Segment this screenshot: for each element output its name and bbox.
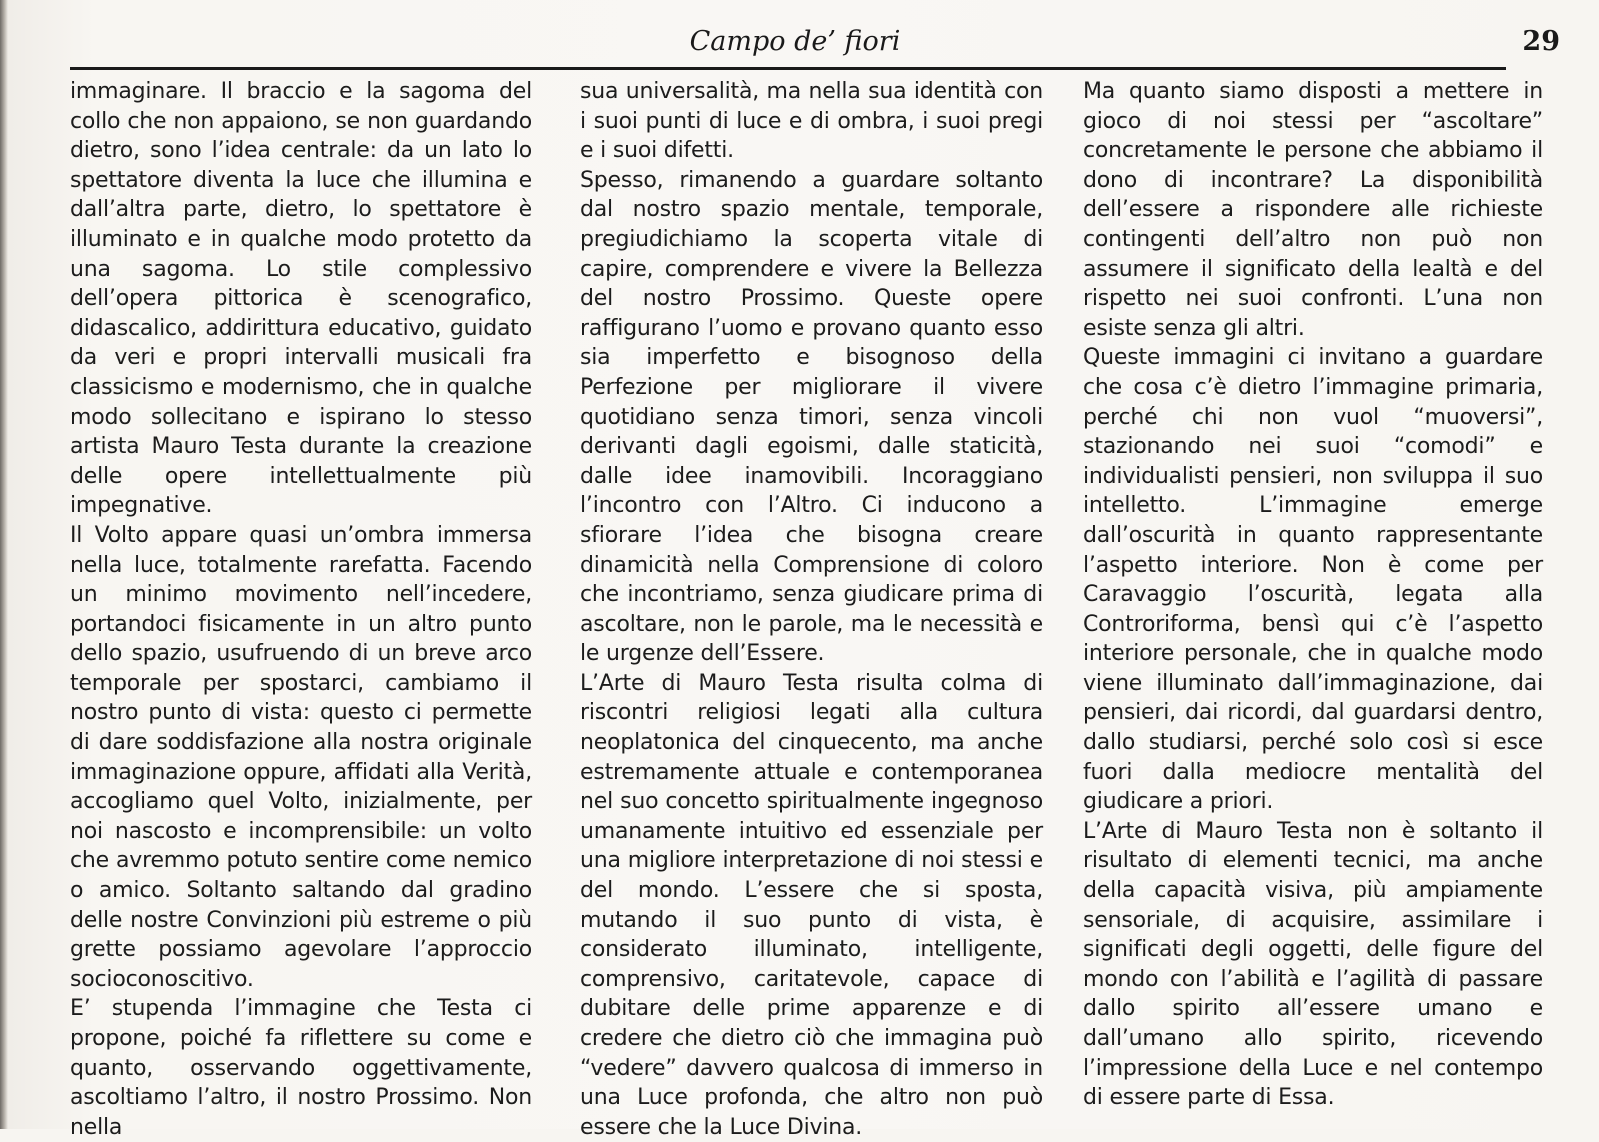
- page-number: 29: [1522, 26, 1560, 57]
- paragraph: Il Volto appare quasi un’ombra immersa nella luce, totalmente rarefatta. Facendo un minimo movimento nell’incedere, portandoci fisicamente in un altro punto dello spazio, usufruendo di un breve arco temporale per spostarci, cambiamo il nostro punto di vista: questo ci permette di dare soddisfazione alla nostra originale immaginazione oppure, affidati alla Verità, accogliamo quel Volto, inizialmente, per noi nascosto e incomprensibile: un volto che avremmo potuto sentire come nemico o amico. Soltanto saltando dal gradino delle nostre Convinzioni più estreme o più grette possiamo agevolare l’approccio socioconoscitivo.: [70, 522, 532, 992]
- text-column-2: [580, 77, 1043, 1142]
- text-column-3: [1083, 77, 1543, 1113]
- paragraph: sua universalità, ma nella sua identità con i suoi punti di luce e di ombra, i suoi pregi e i suoi difetti.: [580, 79, 1043, 164]
- paragraph: Ma quanto siamo disposti a mettere in gioco di noi stessi per “ascoltare” concretamente le persone che abbiamo il dono di incontrare? La disponibilità dell’essere a rispondere alle richieste contingenti dell’altro non può non assumere il significato della lealtà e del rispetto nei suoi confronti. L’una non esiste senza gli altri.: [1083, 79, 1543, 341]
- paragraph: L’Arte di Mauro Testa risulta colma di riscontri religiosi legati alla cultura neoplatonica del cinquecento, ma anche estremamente attuale e contemporanea nel suo concetto spiritualmente ingegnoso umanamente intuitivo ed essenziale per una migliore interpretazione di noi stessi e del mondo. L’essere che si sposta, mutando il suo punto di vista, è considerato illuminato, intelligente, comprensivo, caritatevole, capace di dubitare delle prime apparenze e di credere che dietro ciò che immagina può “vedere” davvero qualcosa di immerso in una Luce profonda, che altro non può essere che la Luce Divina.: [580, 670, 1043, 1140]
- page-header: [70, 24, 1560, 68]
- paragraph: E’ stupenda l’immagine che Testa ci propone, poiché fa riflettere su come e quanto, osservando oggettivamente, ascoltiamo l’altro, il nostro Prossimo. Non nella: [70, 996, 532, 1140]
- page-binding-shadow: [0, 0, 8, 1129]
- paragraph: Spesso, rimanendo a guardare soltanto dal nostro spazio mentale, temporale, pregiudichiamo la scoperta vitale di capire, comprendere e vivere la Bellezza del nostro Prossimo. Queste opere raffigurano l’uomo e provano quanto esso sia imperfetto e bisognoso della Perfezione per migliorare il vivere quotidiano senza timori, senza vincoli derivanti dagli egoismi, dalle staticità, dalle idee inamovibili. Incoraggiano l’incontro con l’Altro. Ci inducono a sfiorare l’idea che bisogna creare dinamicità nella Comprensione di coloro che incontriamo, senza giudicare prima di ascoltare, non le parole, ma le necessità e le urgenze dell’Essere.: [580, 167, 1043, 667]
- paragraph: L’Arte di Mauro Testa non è soltanto il risultato di elementi tecnici, ma anche della capacità visiva, più ampiamente sensoriale, di acquisire, assimilare i significati degli oggetti, delle figure del mondo con l’abilità e l’agilità di passare dallo spirito all’essere umano e dall’umano allo spirito, ricevendo l’impressione della Luce e nel contempo di essere parte di Essa.: [1083, 818, 1543, 1111]
- text-column-1: [70, 77, 532, 1142]
- paragraph: Queste immagini ci invitano a guardare che cosa c’è dietro l’immagine primaria, perché chi non vuol “muoversi”, stazionando nei suoi “comodi” e individualisti pensieri, non sviluppa il suo intelletto. L’immagine emerge dall’oscurità in quanto rappresentante l’aspetto interiore. Non è come per Caravaggio l’oscurità, legata alla Controriforma, bensì qui c’è l’aspetto interiore personale, che in qualche modo viene illuminato dall’immaginazione, dai pensieri, dai ricordi, dal guardarsi dentro, dallo studiarsi, perché solo così si esce fuori dalla mediocre mentalità del giudicare a priori.: [1083, 345, 1543, 815]
- running-title: Campo de’ fiori: [689, 26, 901, 57]
- paragraph: immaginare. Il braccio e la sagoma del collo che non appaiono, se non guardando dietro, sono l’idea centrale: da un lato lo spettatore diventa la luce che illumina e dall’altra parte, dietro, lo spettatore è illuminato e in qualche modo protetto da una sagoma. Lo stile complessivo dell’opera pittorica è scenografico, didascalico, addirittura educativo, guidato da veri e propri intervalli musicali fra classicismo e modernismo, che in qualche modo sollecitano e ispirano lo stesso artista Mauro Testa durante la creazione delle opere intellettualmente più impegnative.: [70, 79, 532, 519]
- header-rule: [70, 67, 1506, 70]
